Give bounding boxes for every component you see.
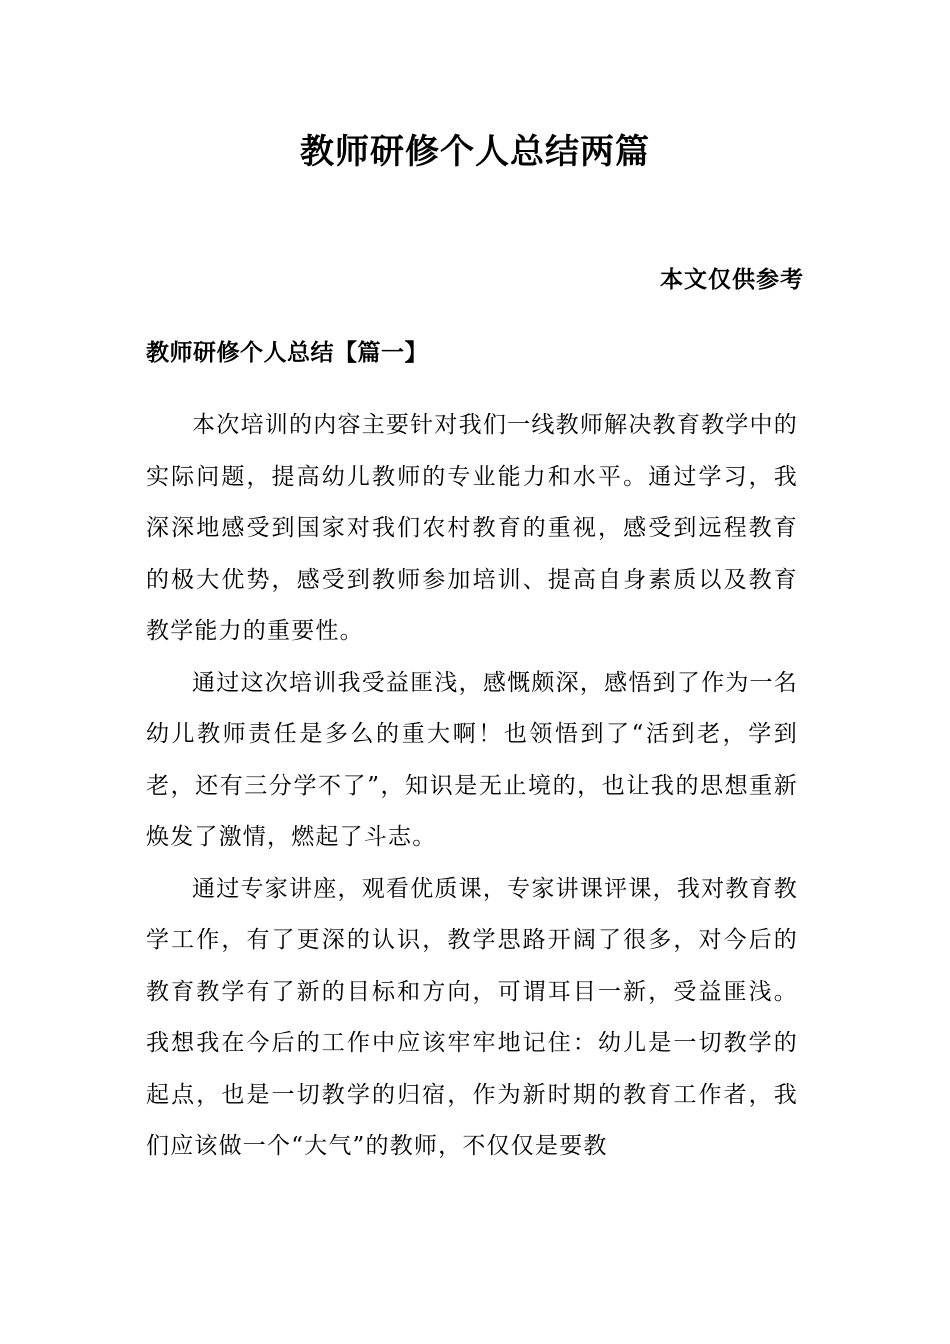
- reference-note: 本文仅供参考: [660, 266, 804, 293]
- paragraph: 本次培训的内容主要针对我们一线教师解决教育教学中的实际问题，提高幼儿教师的专业能力和水平。通过学习，我深深地感受到国家对我们农村教育的重视，感受到远程教育的极大优势，感受到教师参加培训、提高自身素质以及教育教学能力的重要性。: [146, 412, 798, 644]
- document-title: 教师研修个人总结两篇: [300, 132, 650, 172]
- paragraph: 通过专家讲座，观看优质课，专家讲课评课，我对教育教学工作，有了更深的认识，教学思路开阔了很多，对今后的教育教学有了新的目标和方向，可谓耳目一新，受益匪浅。我想我在今后的工作中应该牢牢地记住：幼儿是一切教学的起点，也是一切教学的归宿，作为新时期的教育工作者，我们应该做一个“大气”的教师，不仅仅是要教: [146, 875, 798, 1159]
- paragraph: 通过这次培训我受益匪浅，感慨颇深，感悟到了作为一名幼儿教师责任是多么的重大啊！也领悟到了“活到老，学到老，还有三分学不了”，知识是无止境的，也让我的思想重新焕发了激情，燃起了斗志。: [146, 669, 798, 850]
- body-text: [146, 400, 798, 1173]
- section-heading: 教师研修个人总结【篇一】: [146, 339, 428, 366]
